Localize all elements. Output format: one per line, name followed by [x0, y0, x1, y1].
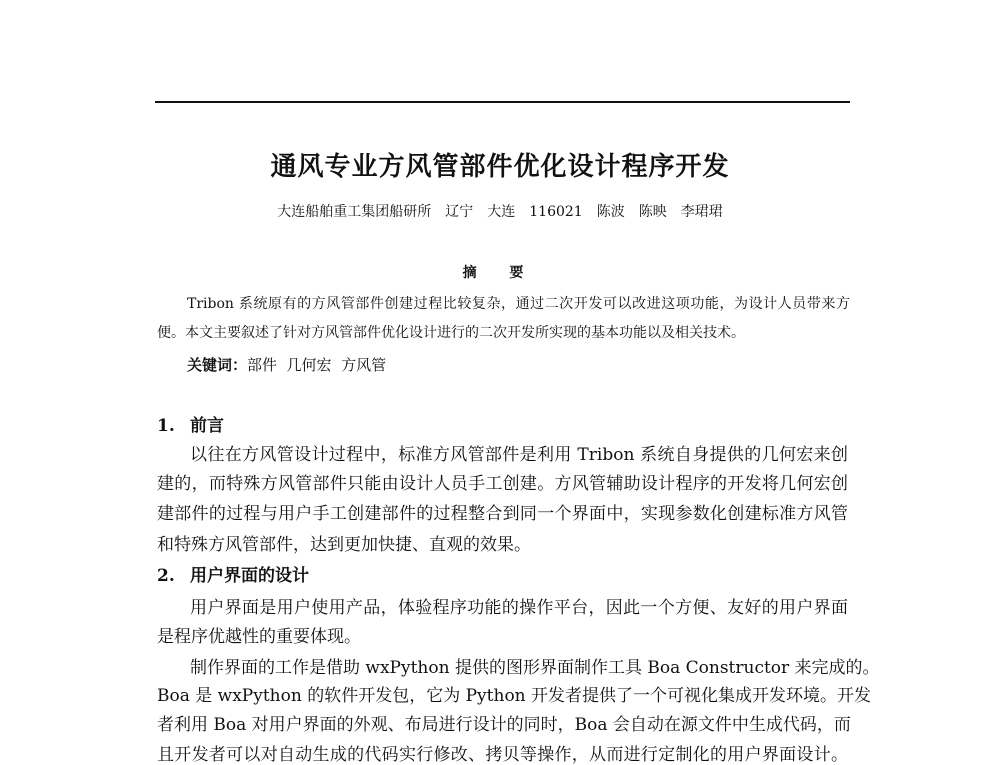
author-affiliation — [0, 201, 1000, 221]
keywords-value: 部件 几何宏 方风管 — [247, 356, 387, 374]
keywords-label: 关键词： — [187, 356, 248, 374]
paragraph-line: 建的，而特殊方风管部件只能由设计人员手工创建。方风管辅助设计程序的开发将几何宏创 — [157, 474, 848, 494]
section-number: 2. — [157, 566, 175, 586]
abstract-heading: 摘 要 — [462, 265, 538, 281]
author: 陈波 — [596, 204, 625, 220]
abstract-line: Tribon 系统原有的方风管部件创建过程比较复杂，通过二次开发可以改进这项功能，为设计人员带来方 — [187, 296, 850, 312]
city: 大连 — [487, 204, 516, 220]
section-number: 1. — [157, 416, 175, 436]
paragraph-line: 以往在方风管设计过程中，标准方风管部件是利用 Tribon 系统自身提供的几何宏来创 — [190, 445, 848, 465]
paragraph-line: 制作界面的工作是借助 wxPython 提供的图形界面制作工具 Boa Constructor 来完成的。 — [190, 658, 880, 678]
paragraph-line: 是程序优越性的重要体现。 — [157, 627, 361, 647]
abstract-line: 便。本文主要叙述了针对方风管部件优化设计进行的二次开发所实现的基本功能以及相关技术。 — [157, 325, 745, 341]
affiliation: 大连船舶重工集团船研所 — [277, 204, 432, 220]
header-rule — [155, 101, 850, 103]
author: 李珺珺 — [680, 204, 723, 220]
keywords — [187, 354, 386, 375]
paragraph-line: 者利用 Boa 对用户界面的外观、布局进行设计的同时，Boa 会自动在源文件中生成代码，而 — [157, 715, 851, 735]
paragraph-line: 建部件的过程与用户手工创建部件的过程整合到同一个界面中，实现参数化创建标准方风管 — [157, 504, 848, 524]
section-heading — [157, 411, 224, 436]
section-title: 用户界面的设计 — [190, 566, 309, 586]
paragraph-line: 用户界面是用户使用产品，体验程序功能的操作平台，因此一个方便、友好的用户界面 — [190, 598, 848, 618]
section-heading — [157, 561, 309, 586]
province: 辽宁 — [445, 204, 474, 220]
paragraph-line: Boa 是 wxPython 的软件开发包，它为 Python 开发者提供了一个可视化集成开发环境。开发 — [157, 686, 872, 706]
paper-title: 通风专业方风管部件优化设计程序开发 — [270, 152, 730, 182]
author: 陈映 — [638, 204, 667, 220]
postcode: 116021 — [529, 204, 583, 220]
paragraph-line: 且开发者可以对自动生成的代码实行修改、拷贝等操作，从而进行定制化的用户界面设计。 — [157, 745, 848, 765]
section-title: 前言 — [190, 416, 224, 436]
paragraph-line: 和特殊方风管部件，达到更加快捷、直观的效果。 — [157, 535, 531, 555]
